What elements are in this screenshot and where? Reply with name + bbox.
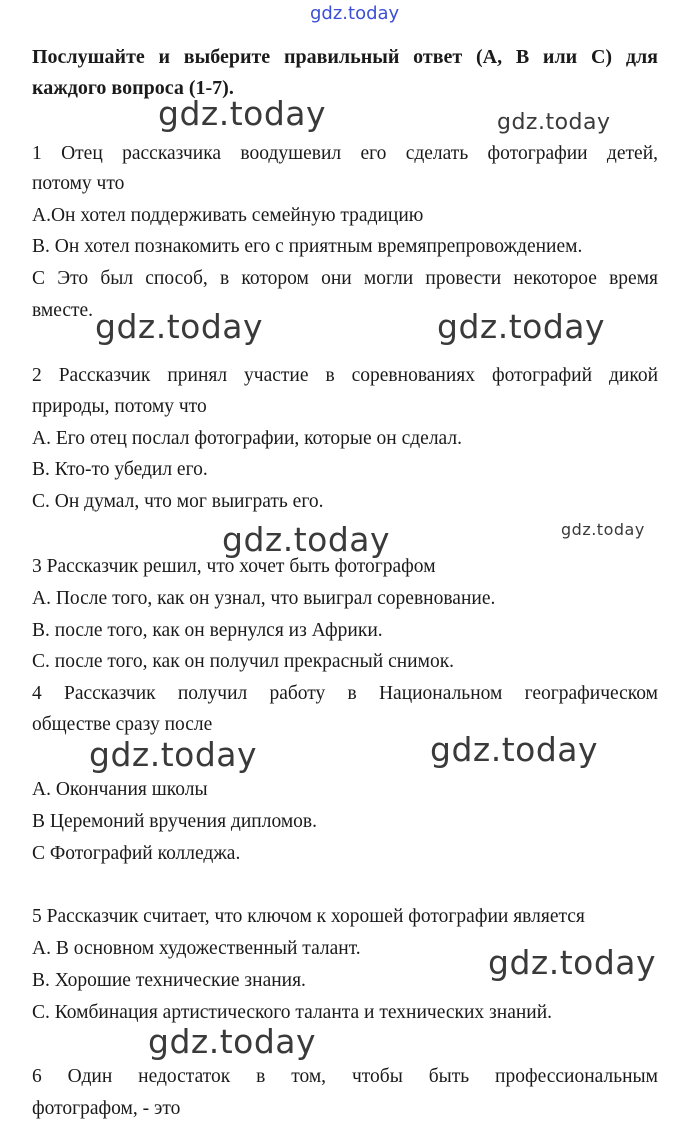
question-2-option-a: А. Его отец послал фотографии, которые он сделал. [32, 428, 462, 449]
question-1-text-cont: потому что [32, 173, 125, 194]
question-5-option-b: В. Хорошие технические знания. [32, 970, 306, 991]
watermark: gdz.today [89, 735, 258, 774]
question-5-option-c: С. Комбинация артистического таланта и технических знаний. [32, 1002, 553, 1023]
question-5-text: 5 Рассказчик считает, что ключом к хорошей фотографии является [32, 906, 585, 927]
question-1-option-c-cont: вместе. [32, 300, 94, 321]
watermark: gdz.today [437, 307, 606, 346]
question-2-text-cont: природы, потому что [32, 396, 207, 417]
question-4-text-cont: обществе сразу после [32, 714, 213, 735]
watermark: gdz.today [95, 307, 264, 346]
question-2-option-b: В. Кто-то убедил его. [32, 459, 208, 480]
watermark: gdz.today [430, 730, 599, 769]
question-2-option-c: С. Он думал, что мог выиграть его. [32, 491, 324, 512]
question-1-option-a: А.Он хотел поддерживать семейную традицию [32, 205, 424, 226]
question-1-option-b: В. Он хотел познакомить его с приятным времяпрепровождением. [32, 236, 583, 257]
question-4-text: 4 Рассказчик получил работу в Национальном географическом [32, 683, 658, 704]
watermark: gdz.today [148, 1022, 317, 1061]
question-4-option-b: В Церемоний вручения дипломов. [32, 811, 317, 832]
question-1-text: 1 Отец рассказчика воодушевил его сделать фотографии детей, [32, 143, 658, 164]
question-6-text-cont: фотографом, - это [32, 1098, 181, 1119]
question-3-option-a: А. После того, как он узнал, что выиграл соревнование. [32, 588, 496, 609]
watermark: gdz.today [497, 110, 611, 135]
question-5-option-a: А. В основном художественный талант. [32, 938, 361, 959]
question-6-text: 6 Один недостаток в том, чтобы быть профессиональным [32, 1066, 658, 1087]
question-3-text: 3 Рассказчик решил, что хочет быть фотографом [32, 556, 436, 577]
top-watermark: gdz.today [310, 3, 400, 24]
watermark: gdz.today [561, 520, 645, 539]
watermark: gdz.today [158, 94, 327, 133]
watermark: gdz.today [488, 943, 657, 982]
question-2-text: 2 Рассказчик принял участие в соревнованиях фотографий дикой [32, 365, 658, 386]
question-4-option-c: С Фотографий колледжа. [32, 843, 241, 864]
question-4-option-a: А. Окончания школы [32, 779, 208, 800]
question-3-option-c: С. после того, как он получил прекрасный снимок. [32, 651, 455, 672]
question-1-option-c: С Это был способ, в котором они могли провести некоторое время [32, 268, 658, 289]
watermark: gdz.today [222, 520, 391, 559]
task-heading: Послушайте и выберите правильный ответ (A, B или C) для каждого вопроса (1-7). [32, 46, 658, 99]
question-3-option-b: В. после того, как он вернулся из Африки. [32, 620, 383, 641]
